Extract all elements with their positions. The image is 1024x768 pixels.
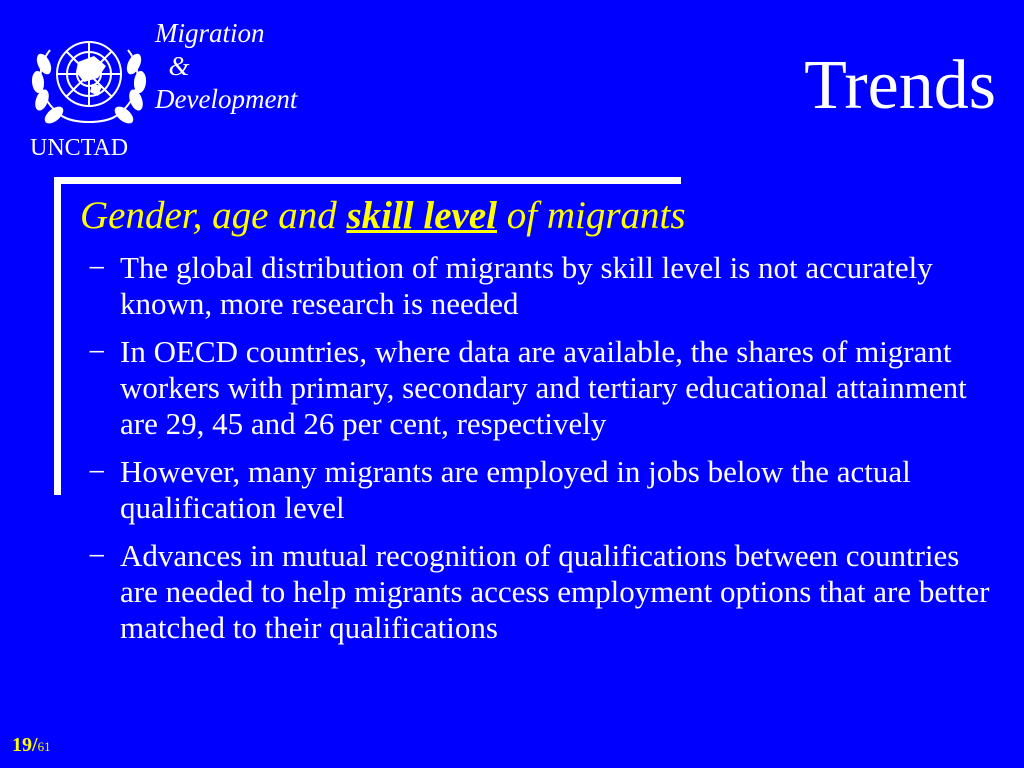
header-line-development: Development xyxy=(155,84,298,114)
bullet-dash: − xyxy=(88,454,106,489)
header-line-migration: Migration xyxy=(155,18,265,48)
bullet-item xyxy=(88,250,993,322)
bullet-dash: − xyxy=(88,538,106,573)
org-label: UNCTAD xyxy=(30,135,129,161)
bullet-text: In OECD countries, where data are available, the shares of migrant workers with primary, secondary and tertiary educational attainment are 29, 45 and 26 per cent, respectively xyxy=(120,334,967,441)
page-current: 19/ xyxy=(12,734,38,756)
subtitle-part-1: Gender, age and xyxy=(80,194,347,237)
header-subject xyxy=(155,17,297,116)
un-emblem-icon xyxy=(28,20,150,132)
header-line-ampersand: & xyxy=(155,51,190,81)
subtitle-part-2: of migrants xyxy=(497,194,686,237)
bullet-text: However, many migrants are employed in jobs below the actual qualification level xyxy=(120,454,911,525)
page-total: 61 xyxy=(37,739,51,754)
bullet-dash: − xyxy=(88,250,106,285)
bullet-item xyxy=(88,538,993,646)
bullet-list xyxy=(88,250,993,658)
bullet-item xyxy=(88,454,993,526)
slide-title: Trends xyxy=(804,47,996,124)
bullet-text: Advances in mutual recognition of qualifications between countries are needed to help migrants access employment options that are better matched to their qualifications xyxy=(120,538,990,645)
slide-subtitle xyxy=(80,192,686,240)
bullet-dash: − xyxy=(88,334,106,369)
frame-left-line xyxy=(54,177,61,495)
frame-top-line xyxy=(54,177,681,184)
bullet-text: The global distribution of migrants by skill level is not accurately known, more research is needed xyxy=(120,250,933,321)
subtitle-highlight: skill level xyxy=(346,194,497,237)
bullet-item xyxy=(88,334,993,442)
page-number xyxy=(12,733,51,759)
